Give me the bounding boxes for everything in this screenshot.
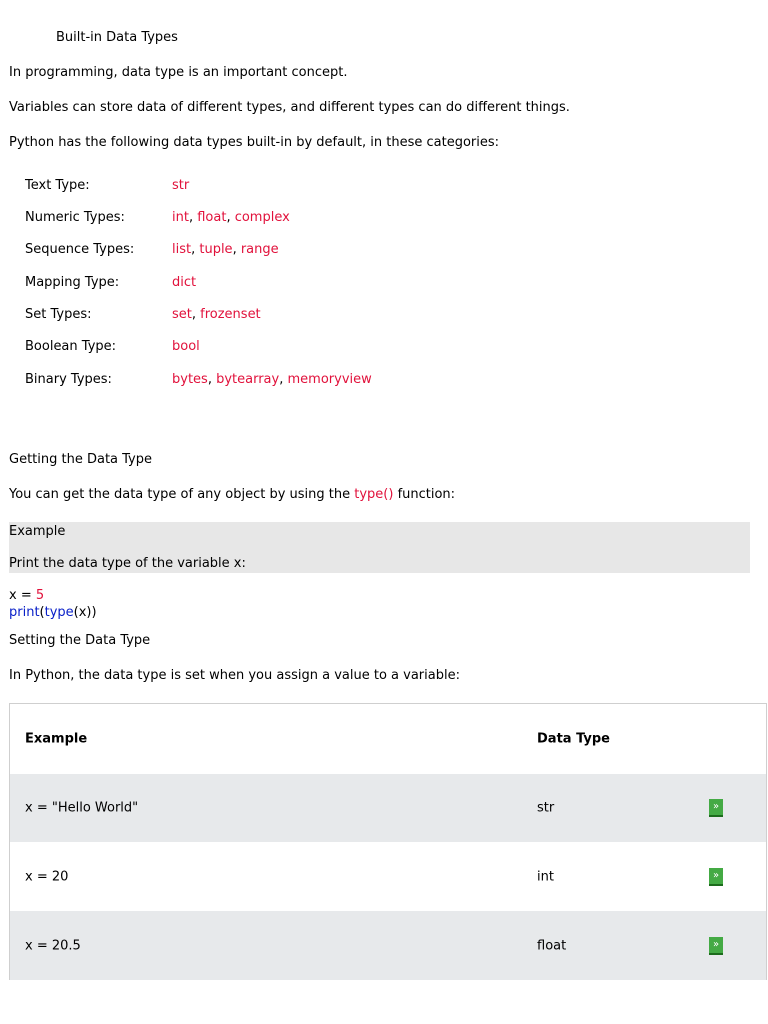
type-link-dict[interactable]: dict <box>172 275 197 290</box>
table-header-example: Example <box>25 731 88 747</box>
intro-paragraph-3: Python has the following data types built-in by default, in these categories: <box>9 135 500 150</box>
type-values <box>172 178 189 193</box>
type-row-sequence <box>25 242 525 260</box>
type-link-bool[interactable]: bool <box>172 339 200 354</box>
type-values: bytes, bytearray, memoryview <box>172 372 372 387</box>
type-row-text <box>25 178 525 196</box>
table-cell-example: x = 20 <box>25 869 69 884</box>
example-description: Print the data type of the variable x: <box>9 556 246 571</box>
type-label: Sequence Types: <box>25 242 135 257</box>
section-heading-setting: Setting the Data Type <box>9 633 151 648</box>
intro-paragraph-1: In programming, data type is an important concept. <box>9 65 348 80</box>
type-link-frozenset[interactable]: frozenset <box>200 307 261 322</box>
table-cell-type: str <box>537 800 555 816</box>
type-values: list, tuple, range <box>172 242 279 257</box>
try-it-button[interactable]: » <box>709 937 723 955</box>
type-function-link[interactable]: type() <box>354 487 394 502</box>
type-label: Boolean Type: <box>25 339 117 354</box>
table-cell-example: x = "Hello World" <box>25 800 139 816</box>
type-label: Mapping Type: <box>25 275 120 290</box>
code-type-fn: type <box>44 605 74 620</box>
code-args: (x)) <box>73 605 97 620</box>
type-row-binary <box>25 372 525 390</box>
type-link-set[interactable]: set <box>172 307 192 322</box>
type-link-bytes[interactable]: bytes <box>172 372 208 387</box>
data-type-table <box>9 703 767 980</box>
table-cell-type: float <box>537 938 567 953</box>
try-it-button[interactable]: » <box>709 868 723 886</box>
try-it-button[interactable]: » <box>709 799 723 817</box>
table-header-data-type: Data Type <box>537 731 610 747</box>
type-label: Set Types: <box>25 307 92 322</box>
type-link-complex[interactable]: complex <box>234 210 290 225</box>
table-row <box>10 774 766 842</box>
intro-paragraph-2: Variables can store data of different types, and different types can do different things. <box>9 100 570 115</box>
example-title: Example <box>9 524 66 539</box>
code-line-1 <box>9 588 44 603</box>
type-link-int[interactable]: int <box>172 210 189 225</box>
table-row <box>10 911 766 980</box>
getting-text-before: You can get the data type of any object by using the <box>9 487 355 502</box>
table-cell-example: x = 20.5 <box>25 938 81 953</box>
type-values: set, frozenset <box>172 307 261 322</box>
type-link-bytearray[interactable]: bytearray <box>216 372 280 387</box>
code-print-fn: print <box>9 605 40 620</box>
page-heading: Built-in Data Types <box>56 30 178 45</box>
type-row-mapping <box>25 275 525 293</box>
type-link-float[interactable]: float <box>197 210 227 225</box>
type-row-boolean <box>25 339 525 357</box>
type-values <box>172 275 196 290</box>
type-link-list[interactable]: list <box>172 242 192 257</box>
type-link-range[interactable]: range <box>240 242 279 257</box>
type-link-tuple[interactable]: tuple <box>199 242 233 257</box>
type-label: Binary Types: <box>25 372 112 387</box>
getting-text-after: function: <box>393 487 456 502</box>
code-number: 5 <box>35 588 45 603</box>
type-link-memoryview[interactable]: memoryview <box>287 372 372 387</box>
example-box <box>9 522 750 573</box>
code-paren: ( <box>39 605 45 620</box>
section-heading-getting: Getting the Data Type <box>9 452 152 467</box>
type-row-set <box>25 307 525 325</box>
type-values: int, float, complex <box>172 210 290 225</box>
getting-paragraph <box>9 487 455 502</box>
table-header-row <box>10 704 766 774</box>
type-label: Numeric Types: <box>25 210 125 225</box>
code-line-2 <box>9 605 97 620</box>
type-row-numeric <box>25 210 525 228</box>
table-row <box>10 842 766 911</box>
type-label: Text Type: <box>25 178 90 193</box>
type-values <box>172 339 200 354</box>
table-cell-type: int <box>537 869 554 884</box>
setting-paragraph: In Python, the data type is set when you assign a value to a variable: <box>9 668 460 683</box>
type-link-str[interactable]: str <box>172 178 190 193</box>
code-assign: x = <box>9 588 36 603</box>
